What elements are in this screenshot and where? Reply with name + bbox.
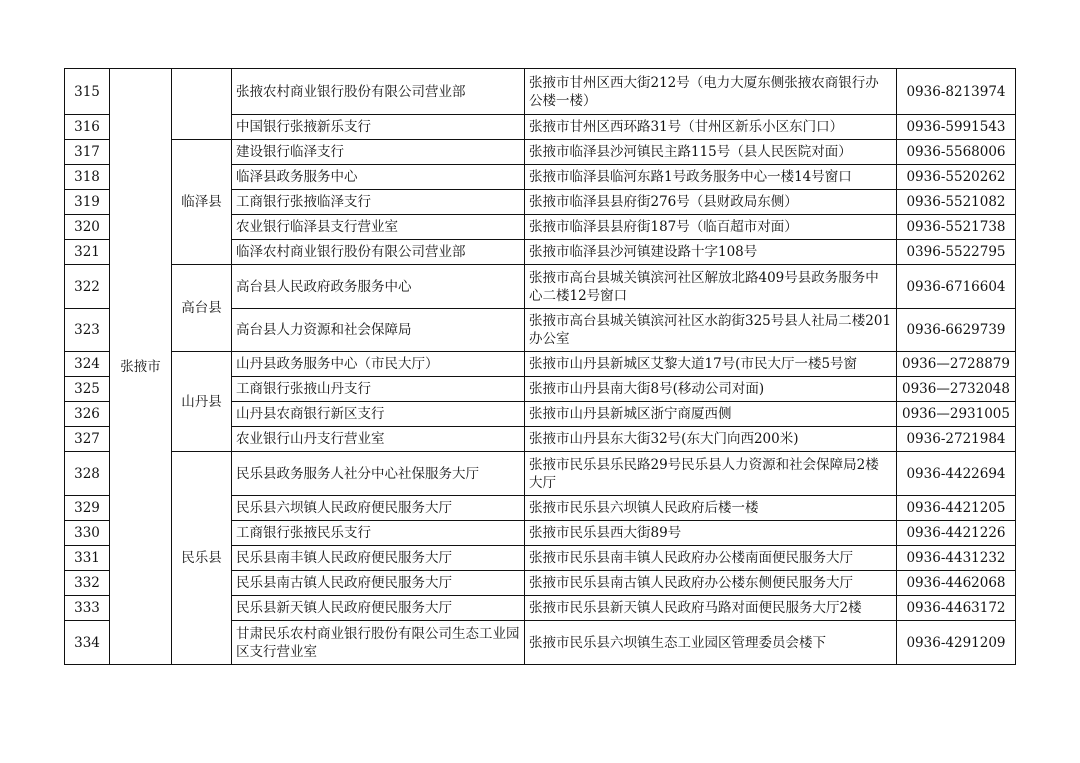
location-name: 中国银行张掖新乐支行 — [232, 115, 525, 140]
county-cell-gaotai: 高台县 — [172, 265, 232, 352]
phone-number: 0936-6629739 — [897, 309, 1016, 352]
row-number: 321 — [65, 240, 110, 265]
table-row — [65, 265, 1016, 309]
service-location-table — [64, 68, 1016, 665]
row-number: 324 — [65, 352, 110, 377]
phone-number: 0936-5521738 — [897, 215, 1016, 240]
phone-number: 0936-4462068 — [897, 571, 1016, 596]
row-number: 329 — [65, 496, 110, 521]
table-row — [65, 69, 1016, 115]
row-number: 326 — [65, 402, 110, 427]
county-cell-minle: 民乐县 — [172, 452, 232, 665]
location-address: 张掖市民乐县六坝镇生态工业园区管理委员会楼下 — [525, 621, 897, 665]
location-address: 张掖市临泽县沙河镇民主路115号（县人民医院对面） — [525, 140, 897, 165]
phone-number: 0936-8213974 — [897, 69, 1016, 115]
phone-number: 0936-6716604 — [897, 265, 1016, 309]
location-name: 高台县人民政府政务服务中心 — [232, 265, 525, 309]
location-name: 农业银行山丹支行营业室 — [232, 427, 525, 452]
phone-number: 0936-4431232 — [897, 546, 1016, 571]
location-address: 张掖市山丹县新城区艾黎大道17号(市民大厅一楼5号窗 — [525, 352, 897, 377]
location-name: 民乐县新天镇人民政府便民服务大厅 — [232, 596, 525, 621]
location-address: 张掖市民乐县新天镇人民政府马路对面便民服务大厅2楼 — [525, 596, 897, 621]
location-address: 张掖市甘州区西环路31号（甘州区新乐小区东门口） — [525, 115, 897, 140]
location-address: 张掖市民乐县乐民路29号民乐县人力资源和社会保障局2楼大厅 — [525, 452, 897, 496]
row-number: 315 — [65, 69, 110, 115]
row-number: 317 — [65, 140, 110, 165]
row-number: 318 — [65, 165, 110, 190]
location-name: 临泽农村商业银行股份有限公司营业部 — [232, 240, 525, 265]
phone-number: 0936-5521082 — [897, 190, 1016, 215]
phone-number: 0936-4291209 — [897, 621, 1016, 665]
table-row — [65, 452, 1016, 496]
row-number: 323 — [65, 309, 110, 352]
location-name: 工商银行张掖民乐支行 — [232, 521, 525, 546]
location-address: 张掖市民乐县西大街89号 — [525, 521, 897, 546]
location-address: 张掖市临泽县县府街187号（临百超市对面） — [525, 215, 897, 240]
location-name: 民乐县南古镇人民政府便民服务大厅 — [232, 571, 525, 596]
location-address: 张掖市高台县城关镇滨河社区解放北路409号县政务服务中心二楼12号窗口 — [525, 265, 897, 309]
row-number: 331 — [65, 546, 110, 571]
phone-number: 0936-2721984 — [897, 427, 1016, 452]
table-row — [65, 140, 1016, 165]
location-name: 民乐县六坝镇人民政府便民服务大厅 — [232, 496, 525, 521]
location-name: 农业银行临泽县支行营业室 — [232, 215, 525, 240]
location-name: 山丹县政务服务中心（市民大厅） — [232, 352, 525, 377]
city-cell: 张掖市 — [110, 69, 172, 665]
phone-number: 0396-5522795 — [897, 240, 1016, 265]
location-name: 建设银行临泽支行 — [232, 140, 525, 165]
row-number: 319 — [65, 190, 110, 215]
phone-number: 0936—2732048 — [897, 377, 1016, 402]
phone-number: 0936-4422694 — [897, 452, 1016, 496]
location-name: 张掖农村商业银行股份有限公司营业部 — [232, 69, 525, 115]
location-name: 工商银行张掖临泽支行 — [232, 190, 525, 215]
phone-number: 0936-5568006 — [897, 140, 1016, 165]
location-name: 甘肃民乐农村商业银行股份有限公司生态工业园区支行营业室 — [232, 621, 525, 665]
location-address: 张掖市山丹县东大街32号(东大门向西200米) — [525, 427, 897, 452]
row-number: 327 — [65, 427, 110, 452]
phone-number: 0936-4421205 — [897, 496, 1016, 521]
location-name: 临泽县政务服务中心 — [232, 165, 525, 190]
location-address: 张掖市山丹县新城区浙宁商厦西侧 — [525, 402, 897, 427]
row-number: 334 — [65, 621, 110, 665]
county-cell-linze: 临泽县 — [172, 140, 232, 265]
phone-number: 0936-4463172 — [897, 596, 1016, 621]
county-cell-shandan: 山丹县 — [172, 352, 232, 452]
location-address: 张掖市临泽县县府街276号（县财政局东侧） — [525, 190, 897, 215]
location-address: 张掖市临泽县临河东路1号政务服务中心一楼14号窗口 — [525, 165, 897, 190]
row-number: 333 — [65, 596, 110, 621]
phone-number: 0936-4421226 — [897, 521, 1016, 546]
location-name: 工商银行张掖山丹支行 — [232, 377, 525, 402]
location-address: 张掖市高台县城关镇滨河社区水韵街325号县人社局二楼201办公室 — [525, 309, 897, 352]
phone-number: 0936—2931005 — [897, 402, 1016, 427]
row-number: 332 — [65, 571, 110, 596]
phone-number: 0936-5520262 — [897, 165, 1016, 190]
location-address: 张掖市民乐县南古镇人民政府办公楼东侧便民服务大厅 — [525, 571, 897, 596]
location-name: 山丹县农商银行新区支行 — [232, 402, 525, 427]
row-number: 330 — [65, 521, 110, 546]
location-address: 张掖市甘州区西大街212号（电力大厦东侧张掖农商银行办公楼一楼） — [525, 69, 897, 115]
location-name: 民乐县南丰镇人民政府便民服务大厅 — [232, 546, 525, 571]
row-number: 325 — [65, 377, 110, 402]
phone-number: 0936-5991543 — [897, 115, 1016, 140]
location-address: 张掖市临泽县沙河镇建设路十字108号 — [525, 240, 897, 265]
row-number: 322 — [65, 265, 110, 309]
location-name: 高台县人力资源和社会保障局 — [232, 309, 525, 352]
county-cell-blank — [172, 69, 232, 140]
location-address: 张掖市民乐县南丰镇人民政府办公楼南面便民服务大厅 — [525, 546, 897, 571]
location-address: 张掖市民乐县六坝镇人民政府后楼一楼 — [525, 496, 897, 521]
row-number: 316 — [65, 115, 110, 140]
location-name: 民乐县政务服务人社分中心社保服务大厅 — [232, 452, 525, 496]
location-address: 张掖市山丹县南大街8号(移动公司对面) — [525, 377, 897, 402]
table-row — [65, 352, 1016, 377]
phone-number: 0936—2728879 — [897, 352, 1016, 377]
row-number: 328 — [65, 452, 110, 496]
row-number: 320 — [65, 215, 110, 240]
